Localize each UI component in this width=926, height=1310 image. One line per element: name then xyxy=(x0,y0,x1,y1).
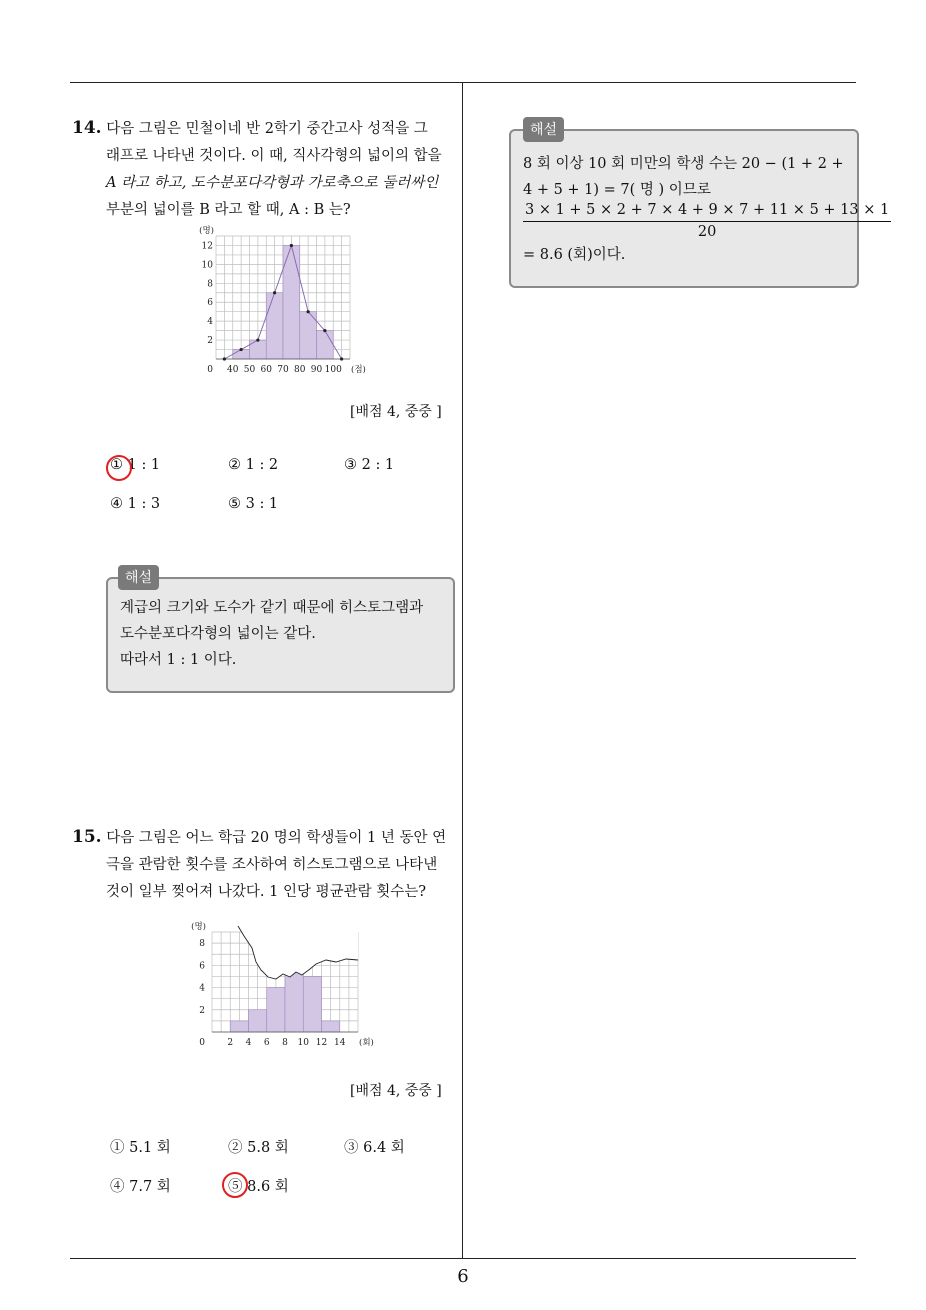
polygon-point xyxy=(223,357,226,360)
q15-torn-histogram-chart xyxy=(186,922,372,1052)
q15-solution-line-3: = 8.6 (회)이다. xyxy=(523,247,626,263)
polygon-point xyxy=(323,329,326,332)
y-tick-label: 6 xyxy=(199,961,205,972)
y-tick-label: 8 xyxy=(199,939,205,950)
q15-fraction-denominator: 20 xyxy=(697,224,717,240)
y-tick-label: 2 xyxy=(207,336,213,347)
y-tick-label: 4 xyxy=(207,317,213,328)
q14-answer-mark xyxy=(106,455,132,481)
y-tick-label: 10 xyxy=(201,260,213,271)
x-tick-label: 8 xyxy=(282,1038,288,1048)
y-axis-label: (명) xyxy=(191,922,206,932)
x-axis-label: (회) xyxy=(359,1038,374,1048)
q15-line-2: 극을 관람한 횟수를 조사하여 히스토그램으로 나타낸 xyxy=(106,857,438,873)
bottom-rule xyxy=(70,1258,856,1259)
q15-choice-1[interactable]: ① 5.1 회 xyxy=(110,1140,171,1156)
histogram-bar xyxy=(266,293,283,359)
x-tick-label: 70 xyxy=(277,365,289,375)
top-rule xyxy=(70,82,856,83)
page-number: 6 xyxy=(457,1266,469,1287)
q14-choice-3[interactable]: ③ 2 : 1 xyxy=(344,457,395,473)
q15-fraction xyxy=(523,201,891,242)
histogram-bar xyxy=(267,988,285,1032)
q15-line-3: 것이 일부 찢어져 나갔다. 1 인당 평균관람 횟수는? xyxy=(106,884,427,900)
histogram-bar xyxy=(317,331,334,359)
q14-text xyxy=(72,115,442,224)
q14-choice-5[interactable]: ⑤ 3 : 1 xyxy=(228,496,279,512)
q14-solution-box xyxy=(106,577,455,693)
q14-choice-2[interactable]: ② 1 : 2 xyxy=(228,457,279,473)
x-tick-label: 14 xyxy=(334,1038,346,1048)
polygon-point xyxy=(290,244,293,247)
histogram-bar xyxy=(249,1010,267,1032)
q15-solution-tag: 해설 xyxy=(523,117,564,142)
polygon-point xyxy=(256,338,259,341)
q14-score: [배점 4, 중중 ] xyxy=(350,404,442,420)
x-tick-label: 90 xyxy=(310,365,323,375)
q14-choice-4[interactable]: ④ 1 : 3 xyxy=(110,496,161,512)
q14-solution-tag: 해설 xyxy=(118,565,159,590)
y-tick-label: 12 xyxy=(201,241,213,252)
q15-choice-4[interactable]: ④ 7.7 회 xyxy=(110,1179,171,1195)
q15-choice-2[interactable]: ② 5.8 회 xyxy=(228,1140,289,1156)
q15-answer-mark xyxy=(222,1172,248,1198)
q15-number: 15. xyxy=(72,827,102,847)
q15-solution-box xyxy=(509,129,890,288)
x-tick-label: 60 xyxy=(260,365,272,375)
histogram-bar xyxy=(303,976,321,1032)
q15-line-1: 다음 그림은 어느 학급 20 명의 학생들이 1 년 동안 연 xyxy=(106,830,447,846)
q14-solution-line-3: 따라서 1 : 1 이다. xyxy=(120,652,237,668)
x-tick-label: 2 xyxy=(227,1038,234,1048)
origin-label: 0 xyxy=(207,365,213,375)
q15-fraction-numerator: 3 × 1 + 5 × 2 + 7 × 4 + 9 × 7 + 11 × 5 + 13 × 1 xyxy=(523,201,891,222)
x-tick-label: 4 xyxy=(245,1038,252,1048)
column-divider xyxy=(462,82,463,1259)
q15-score: [배점 4, 중중 ] xyxy=(350,1083,442,1099)
polygon-point xyxy=(307,310,310,313)
histogram-bar xyxy=(322,1021,340,1032)
y-tick-label: 2 xyxy=(199,1005,205,1016)
y-tick-label: 8 xyxy=(207,279,213,290)
q14-histogram-chart xyxy=(190,226,366,378)
x-tick-label: 80 xyxy=(294,365,306,375)
q15-solution-line-2: 4 + 5 + 1) = 7( 명 ) 이므로 xyxy=(523,182,711,198)
q14-line-1: 다음 그림은 민철이네 반 2학기 중간고사 성적을 그 xyxy=(106,121,428,137)
torn-area xyxy=(222,922,358,979)
polygon-point xyxy=(340,357,343,360)
x-axis-label: (점) xyxy=(351,365,366,375)
q14-line-3: A 라고 하고, 도수분포다각형과 가로축으로 둘러싸인 xyxy=(106,175,439,191)
histogram-bar xyxy=(230,1021,248,1032)
q14-line-2: 래프로 나타낸 것이다. 이 때, 직사각형의 넓이의 합을 xyxy=(106,148,442,164)
x-tick-label: 10 xyxy=(297,1038,309,1048)
q14-number: 14. xyxy=(72,118,102,138)
q14-solution-line-1: 계급의 크기와 도수가 같기 때문에 히스토그램과 xyxy=(120,600,424,616)
q14-solution-line-2: 도수분포다각형의 넓이는 같다. xyxy=(120,626,316,642)
q14-choice-1[interactable]: ① 1 : 1 xyxy=(110,457,161,473)
x-tick-label: 12 xyxy=(315,1038,328,1048)
polygon-point xyxy=(240,348,243,351)
q15-text xyxy=(72,824,446,906)
q15-choice-3[interactable]: ③ 6.4 회 xyxy=(344,1140,405,1156)
y-axis-label: (명) xyxy=(199,226,214,236)
polygon-point xyxy=(273,291,276,294)
q15-choice-5[interactable]: ⑤ 8.6 회 xyxy=(228,1179,289,1195)
q14-line-4: 부분의 넓이를 B 라고 할 때, A : B 는? xyxy=(106,202,351,218)
x-tick-label: 100 xyxy=(324,365,342,375)
y-tick-label: 6 xyxy=(207,298,213,309)
x-tick-label: 40 xyxy=(227,365,239,375)
x-tick-label: 50 xyxy=(243,365,256,375)
origin-label: 0 xyxy=(199,1038,205,1048)
q15-solution-line-1: 8 회 이상 10 회 미만의 학생 수는 20 − (1 + 2 + xyxy=(523,156,844,172)
y-tick-label: 4 xyxy=(199,983,205,994)
x-tick-label: 6 xyxy=(263,1038,270,1048)
